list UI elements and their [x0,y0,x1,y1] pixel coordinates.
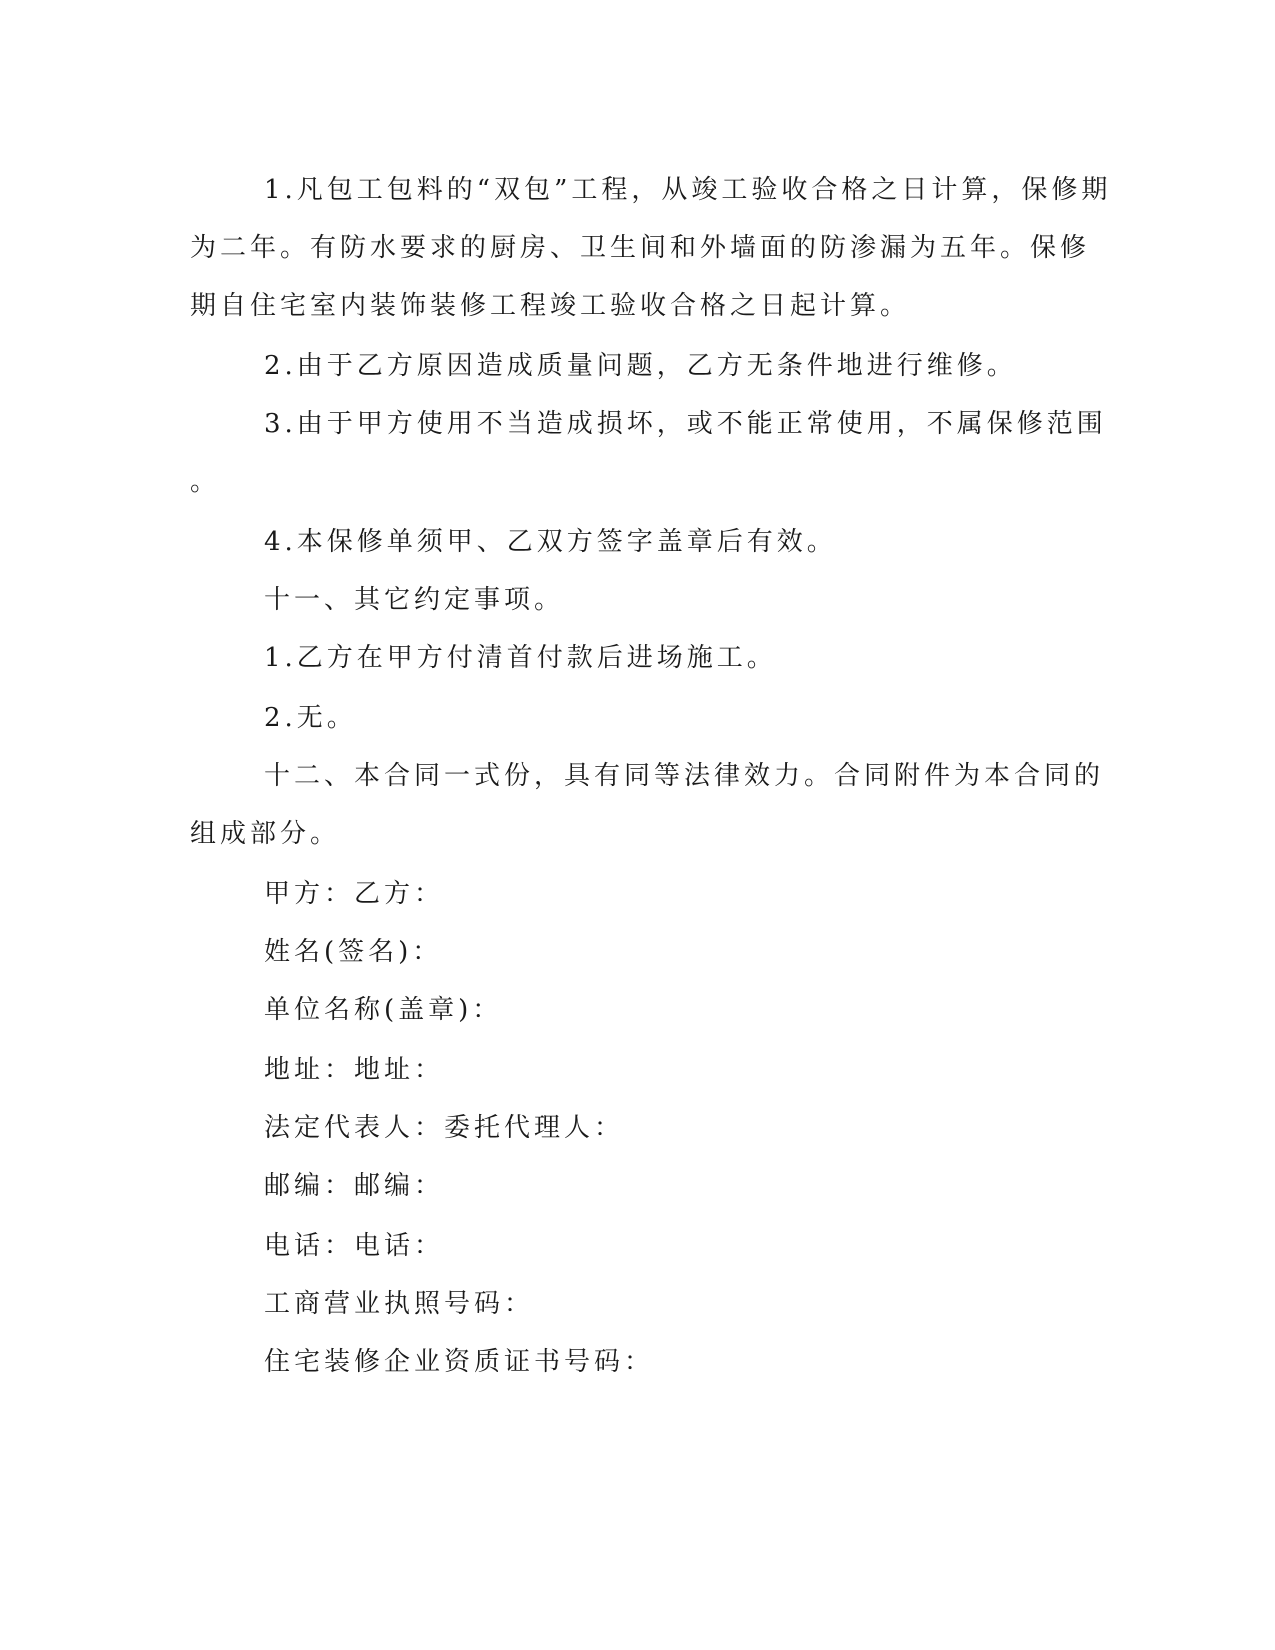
signature-party-labels: 甲方：乙方： [264,879,445,909]
signature-name-label: 姓名(签名)： [264,937,443,967]
section-twelve-line-1: 十二、本合同一式份，具有同等法律效力。合同附件为本合同的 [264,761,1105,791]
signature-postcode-label: 邮编：邮编： [264,1171,445,1201]
business-license-label: 工商营业执照号码： [264,1289,535,1319]
warranty-clause-3-line-2: 。 [190,467,221,497]
section-twelve-line-2: 组成部分。 [190,819,341,849]
signature-phone-label: 电话：电话： [264,1231,445,1261]
other-terms-item-2: 2.无。 [264,703,357,733]
section-eleven-heading: 十一、其它约定事项。 [264,585,565,615]
warranty-clause-2: 2.由于乙方原因造成质量问题，乙方无条件地进行维修。 [264,351,1017,381]
warranty-clause-1-line-2: 为二年。有防水要求的厨房、卫生间和外墙面的防渗漏为五年。保修 [190,233,1091,263]
warranty-clause-1-line-1: 1.凡包工包料的“双包”工程，从竣工验收合格之日计算，保修期 [264,175,1112,205]
warranty-clause-3-line-1: 3.由于甲方使用不当造成损坏，或不能正常使用，不属保修范围 [264,409,1107,439]
signature-address-label: 地址：地址： [264,1055,445,1085]
signature-company-label: 单位名称(盖章)： [264,995,503,1025]
warranty-clause-4: 4.本保修单须甲、乙双方签字盖章后有效。 [264,527,837,557]
warranty-clause-1-line-3: 期自住宅室内装饰装修工程竣工验收合格之日起计算。 [190,291,911,321]
qualification-certificate-label: 住宅装修企业资质证书号码： [264,1347,655,1377]
signature-representative-label: 法定代表人：委托代理人： [264,1113,625,1143]
other-terms-item-1: 1.乙方在甲方付清首付款后进场施工。 [264,643,777,673]
